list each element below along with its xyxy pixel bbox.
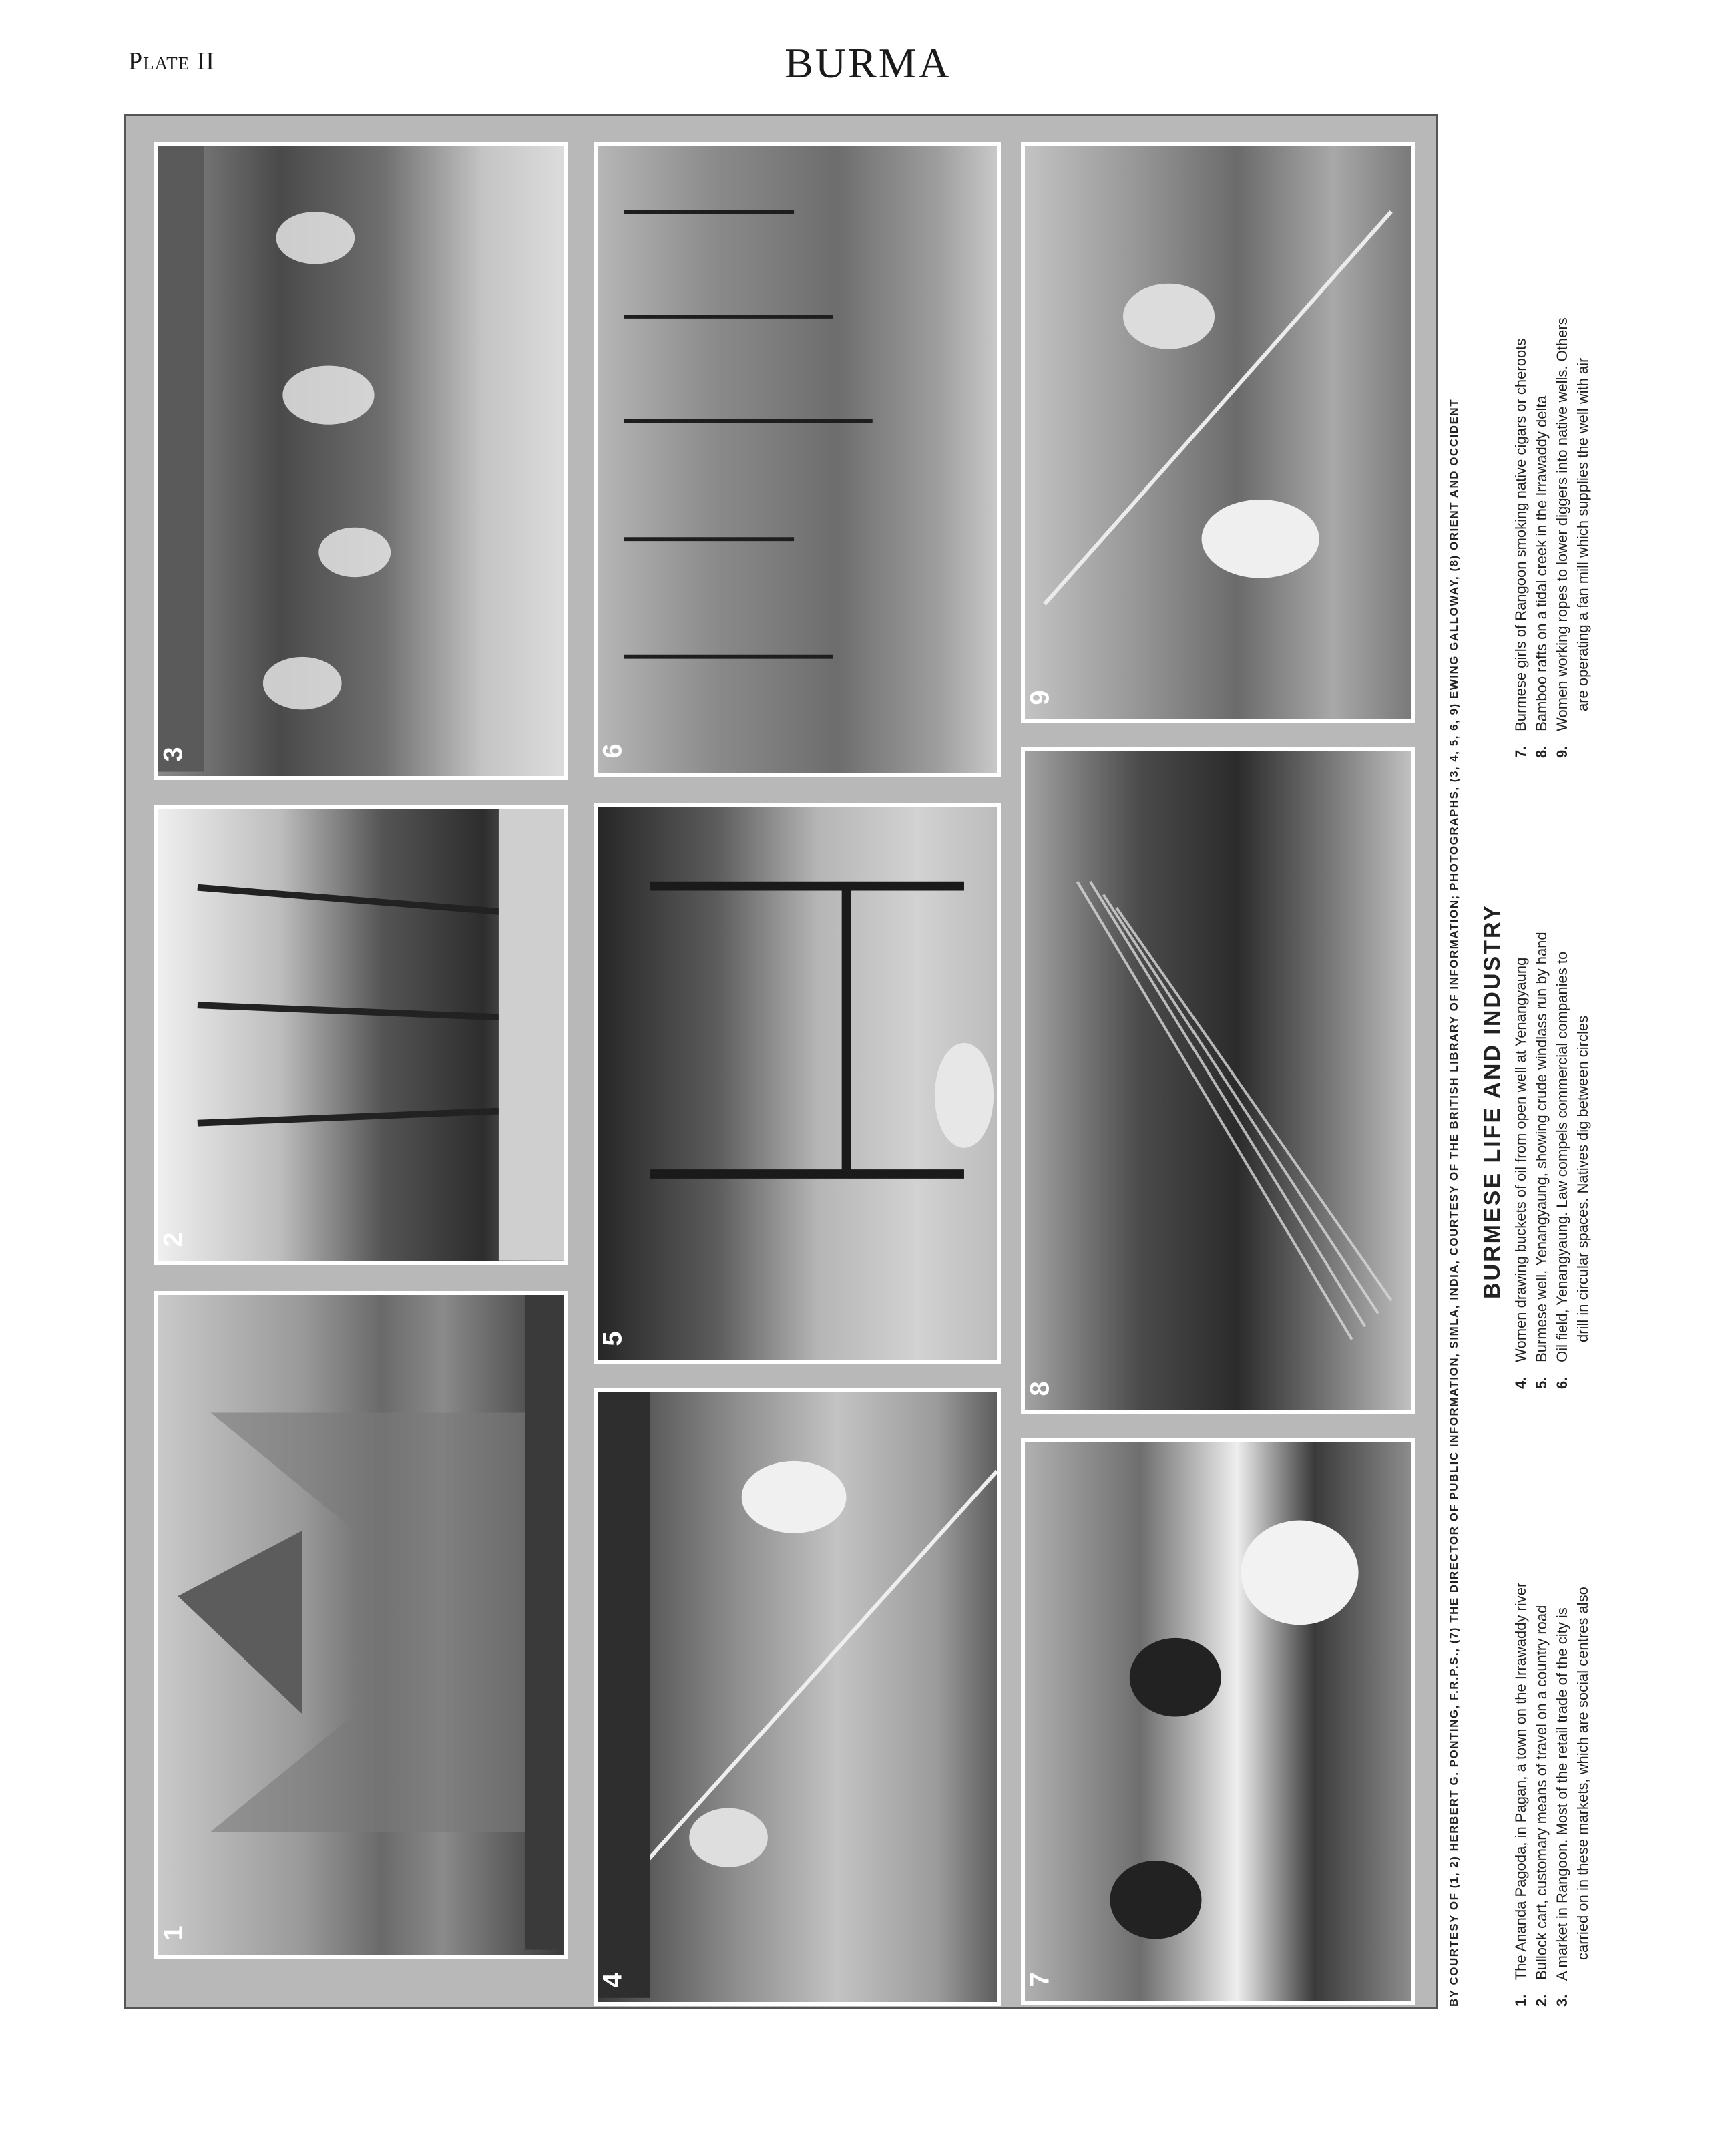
photo-number-2: 2 [158,1232,188,1247]
caption-3-cont: carried on in these markets, which are social centres also [1574,1587,1591,1960]
photo-number-3: 3 [158,747,188,762]
photo-number-8: 8 [1025,1381,1055,1396]
captions-4-6 [1510,932,1593,1389]
palm-trees [158,809,564,1261]
caption-9: 9. Women working ropes to lower diggers into native wells. Others [1554,317,1570,758]
caption-6-cont: drill in circular spaces. Natives dig between circles [1574,1015,1591,1342]
caption-6: 6. Oil field, Yenangyaung. Law compels commercial companies to [1554,951,1570,1389]
photo-number-5: 5 [598,1331,628,1346]
plate-label: Plate II [128,47,215,75]
photo-number-6: 6 [598,743,628,759]
photo-7-burmese-girls [1021,1438,1415,2005]
photo-9-women-working-ropes [1021,142,1415,723]
caption-2: 2. Bullock cart, customary means of travel on a country road [1533,1605,1550,2007]
photo-number-7: 7 [1025,1972,1055,1987]
photo-8-bamboo-rafts [1021,747,1415,1414]
market-crowd [158,146,564,772]
photo-number-1: 1 [158,1925,188,1941]
caption-1: 1. The Ananda Pagoda, in Pagan, a town on the Irrawaddy river [1512,1582,1529,2007]
caption-4: 4. Women drawing buckets of oil from open well at Yenangyaung [1512,957,1529,1389]
captions-1-3 [1510,1583,1593,2007]
caption-9-cont: are operating a fan mill which supplies the well with air [1574,357,1591,711]
photo-credits: BY COURTESY OF (1, 2) HERBERT G. PONTING, F.R.P.S., (7) THE DIRECTOR OF PUBLIC INFORMATION, SIMLA, INDIA, COURTESY OF THE BRITISH LIBRARY OF INFORMATION; PHOTOGRAPHS, (3, 4, 5, 6, 9) EWING GALLOWAY, (8) ORIENT AND OCCIDENT [1448,398,1460,2007]
caption-7: 7. Burmese girls of Rangoon smoking native cigars or cheroots [1512,338,1529,758]
girls-smoking [1025,1442,1411,1998]
captions-7-9 [1510,317,1593,758]
photo-4-women-drawing-oil [594,1388,1001,2006]
photo-number-9: 9 [1025,690,1055,705]
oil-well-workers [598,1392,997,1998]
derricks [598,146,997,768]
caption-8: 8. Bamboo rafts on a tidal creek in the Irrawaddy delta [1533,395,1550,758]
windlass [598,807,997,1357]
section-title: BURMESE LIFE AND INDUSTRY [1480,904,1505,1299]
photo-2-bullock-cart [154,805,568,1265]
photo-number-4: 4 [598,1973,628,1988]
photo-3-rangoon-market [154,142,568,780]
bamboo-pile [1025,751,1411,1405]
photo-plate [124,114,1438,2009]
pagoda-shape [158,1295,564,1950]
caption-3: 3. A market in Rangoon. Most of the retail trade of the city is [1554,1607,1570,2007]
caption-5: 5. Burmese well, Yenangyaung, showing crude windlass run by hand [1533,932,1550,1389]
photo-5-burmese-well [594,803,1001,1364]
rope-workers [1025,146,1411,715]
page-title: BURMA [785,39,951,87]
photo-6-oil-field [594,142,1001,777]
photo-1-ananda-pagoda [154,1291,568,1959]
